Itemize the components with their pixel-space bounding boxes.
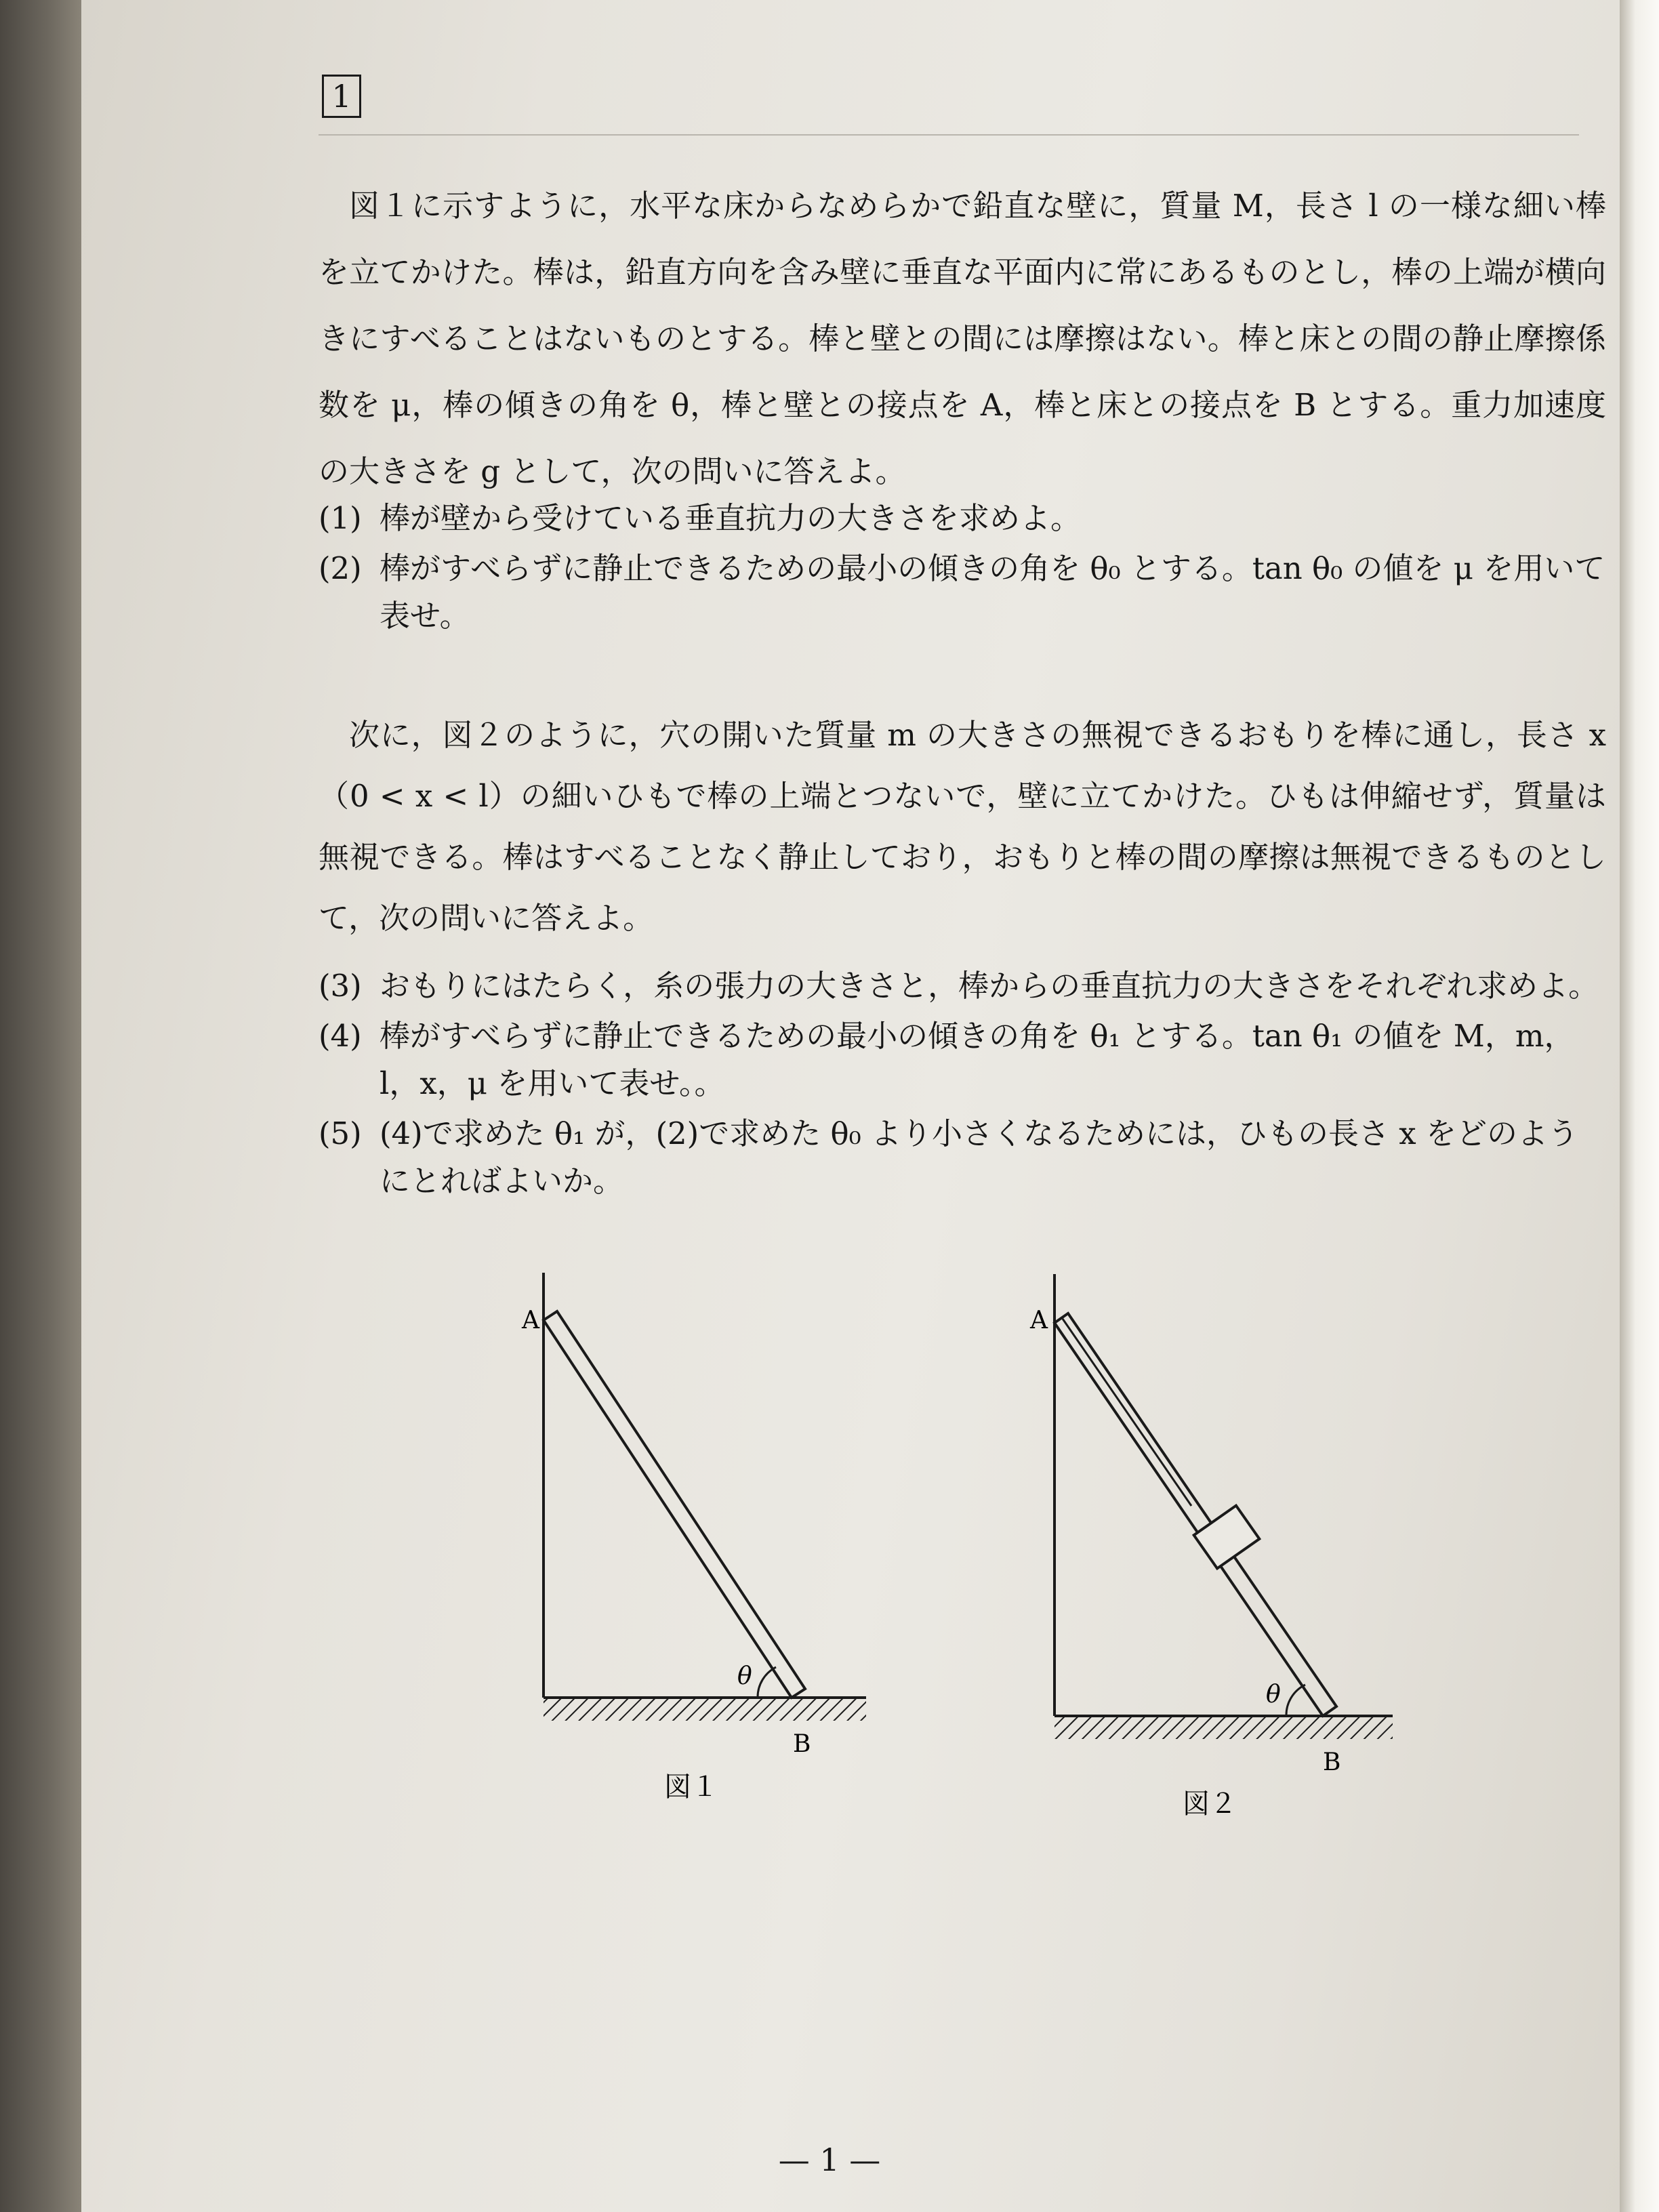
- question-1: [319, 495, 1606, 542]
- angle-label: θ: [737, 1662, 752, 1690]
- question-text: 棒が壁から受けている垂直抗力の大きさを求めよ。: [380, 500, 1082, 536]
- angle-label: θ: [1266, 1681, 1281, 1708]
- intro-paragraph: [319, 173, 1606, 505]
- intro2-paragraph: [319, 705, 1606, 949]
- point-b-label: B: [1323, 1748, 1341, 1776]
- floor-hatching: [544, 1699, 866, 1721]
- question-text: (4)で求めた θ₁ が，(2)で求めた θ₀ より小さくなるためには，ひもの長さ x をどのようにとればよいか。: [380, 1115, 1578, 1199]
- question-number: (3): [319, 968, 362, 1004]
- question-number: (4): [319, 1018, 362, 1054]
- figure-2: [1010, 1261, 1403, 1823]
- question-text: 棒がすべらずに静止できるための最小の傾きの角を θ₀ とする。tan θ₀ の値を μ を用いて表せ。: [380, 550, 1605, 634]
- intro-text: 図１に示すように，水平な床からなめらかで鉛直な壁に，質量 M，長さ l の一様な細い棒を立てかけた。棒は，鉛直方向を含み壁に垂直な平面内に常にあるものとし，棒の上端が横向きにすべることはないものとする。棒と壁との間には摩擦はない。棒と床との間の静止摩擦係数を μ，棒の傾きの角を θ，棒と壁との接点を A，棒と床との接点を B とする。重力加速度の大きさを g として，次の問いに答えよ。: [319, 188, 1606, 489]
- question-text: 棒がすべらずに静止できるための最小の傾きの角を θ₁ とする。tan θ₁ の値を M，m，l，x，μ を用いて表せ。。: [380, 1018, 1575, 1101]
- question-4: [319, 1012, 1606, 1107]
- question-number: (2): [319, 550, 362, 586]
- rod: [544, 1311, 805, 1698]
- point-b-label: B: [793, 1730, 811, 1758]
- questions-part2: [319, 962, 1606, 1208]
- questions-part1: [319, 495, 1606, 642]
- question-number: (1): [319, 500, 362, 536]
- weight-block: [1194, 1506, 1260, 1569]
- page-number: — 1 —: [778, 2142, 881, 2178]
- question-3: [319, 962, 1606, 1010]
- background-edge-left: [0, 0, 81, 2212]
- underlying-sheet-edge: [1620, 0, 1659, 2212]
- angle-arc: [1286, 1685, 1305, 1716]
- question-2: [319, 545, 1606, 640]
- intro2-text: 次に，図２のように，穴の開いた質量 m の大きさの無視できるおもりを棒に通し，長さ x （0 < x < l）の細いひもで棒の上端とつないで，壁に立てかけた。ひもは伸縮せず，質量は無視できる。棒はすべることなく静止しており，おもりと棒の間の摩擦は無視できるものとして，次の問いに答えよ。: [319, 717, 1606, 936]
- figure-caption: 図２: [1183, 1788, 1237, 1820]
- question-number: (5): [319, 1115, 362, 1151]
- problem-number-box: 1: [322, 75, 361, 118]
- rod: [1054, 1313, 1336, 1716]
- question-text: おもりにはたらく，糸の張力の大きさと，棒からの垂直抗力の大きさをそれぞれ求めよ。: [380, 968, 1599, 1004]
- figure-1: [501, 1261, 881, 1816]
- string: [1063, 1319, 1191, 1506]
- point-a-label: A: [1030, 1307, 1048, 1334]
- floor-hatching: [1054, 1717, 1393, 1739]
- figure-caption: 図１: [664, 1771, 718, 1803]
- point-a-label: A: [522, 1307, 539, 1334]
- header-rule: [319, 134, 1579, 136]
- question-5: [319, 1110, 1606, 1205]
